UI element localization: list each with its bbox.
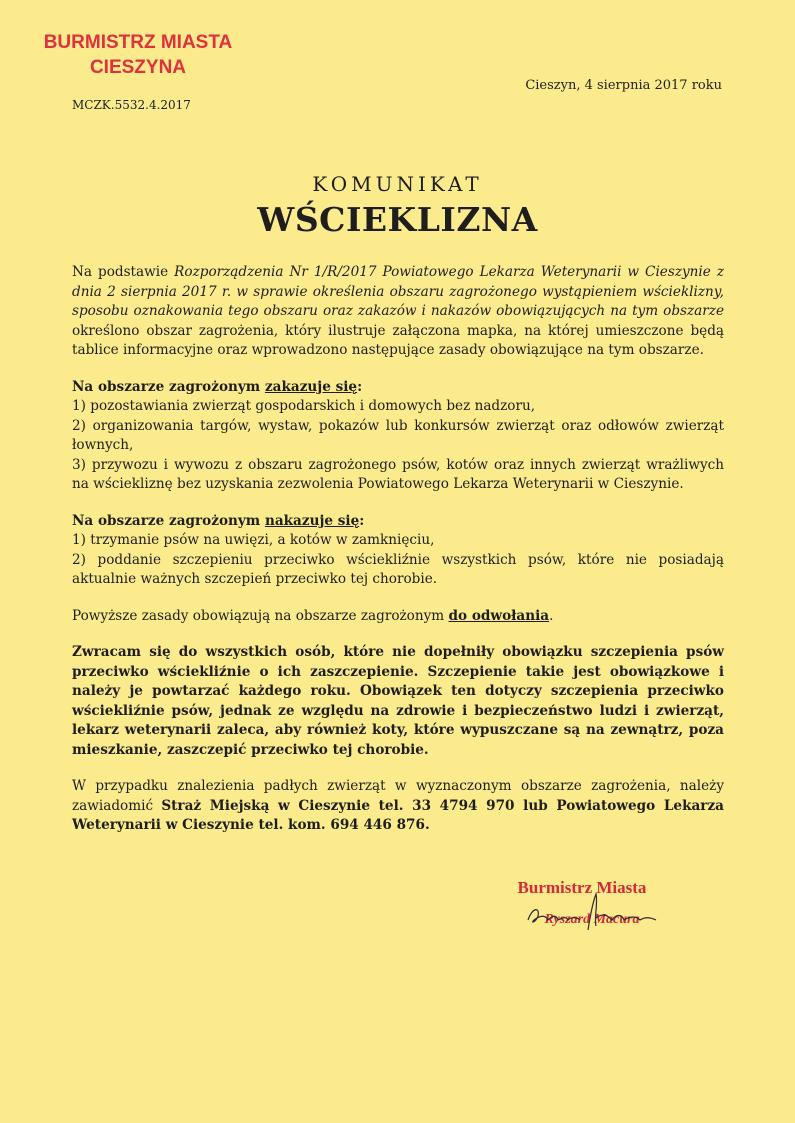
signature-title: Burmistrz Miasta (517, 878, 647, 897)
signature-name: Ryszard Macura (544, 912, 640, 927)
document-kind: KOMUNIKAT (312, 172, 483, 196)
order-item-1: 1) trzymanie psów na uwięzi, a kotów w zamknięciu, (72, 532, 435, 548)
prohibitions-prefix: Na obszarze zagrożonym (72, 378, 265, 395)
notice-text: W przypadku znalezienia padłych zwierząt w wyznaczonym obszarze zagrożenia, należy zawiadomić (72, 778, 724, 814)
orders-suffix: : (359, 512, 365, 529)
handwritten-signature (520, 890, 670, 940)
validity-paragraph (72, 607, 724, 627)
validity-text: Powyższe zasady obowiązują na obszarze zagrożonym (72, 607, 449, 624)
regulation-reference: Rozporządzenia Nr 1/R/2017 Powiatowego Lekarza Weterynarii w Cieszynie z dnia 2 sierpnia 2017 r. w sprawie określenia obszaru zagrożonego wystąpieniem wścieklizny, sposobu oznakowania tego obszaru oraz zakazów i nakazów obowiązujących na tym obszarze (72, 264, 724, 319)
intro-lead: Na podstawie (72, 264, 175, 280)
notice-contacts: Straż Miejską w Cieszynie tel. 33 4794 970 lub Powiatowego Lekarza Weterynarii w Cieszynie tel. kom. 694 446 876. (72, 797, 724, 833)
orders-heading (72, 512, 724, 532)
document-body (72, 263, 724, 853)
validity-suffix: . (549, 607, 554, 624)
prohibitions-keyword: zakazuje się (264, 378, 358, 395)
orders-section (72, 512, 724, 590)
stamp-line-1: BURMISTRZ MIASTA (43, 32, 233, 53)
intro-rest: określono obszar zagrożenia, który ilustruje załączona mapka, na której umieszczone będą tablice informacyjne oraz wprowadzono następujące zasady obowiązujące na tym obszarze. (72, 322, 724, 358)
order-item-2: 2) poddanie szczepieniu przeciwko wściekliźnie wszystkich psów, które nie posiadają aktualnie ważnych szczepień przeciwko tej chorobie. (72, 551, 724, 587)
stamp-line-2: CIESZYNA (89, 57, 187, 78)
prohibitions-section (72, 378, 724, 495)
vaccination-appeal: Zwracam się do wszystkich osób, które nie dopełniły obowiązku szczepienia psów przeciwko wściekliźnie o ich zaszczepienie. Szczepienie takie jest obowiązkowe i należy je powtarzać każdego roku. Obowiązek ten dotyczy szczepienia przeciwko wściekliźnie psów, jednak ze względu na zdrowie i bezpieczeństwo ludzi i zwierząt, lekarz weterynarii zaleca, aby również koty, które wypuszczane są na zewnątrz, poza mieszkanie, zaszczepić przeciwko tej chorobie. (72, 644, 724, 758)
orders-keyword: nakazuje się (264, 512, 360, 529)
prohibitions-heading (72, 378, 724, 398)
reference-number: MCZK.5532.4.2017 (72, 98, 191, 112)
document-topic: WŚCIEKLIZNA (257, 200, 538, 239)
intro-paragraph (72, 263, 724, 361)
orders-prefix: Na obszarze zagrożonym (72, 512, 265, 529)
prohibition-item-3: 3) przywozu i wywozu z obszaru zagrożonego psów, kotów oraz innych zwierząt wrażliwych na wściekliznę bez uzyskania zezwolenia Powiatowego Lekarza Weterynarii w Cieszynie. (72, 456, 724, 492)
office-stamp-header (30, 30, 246, 80)
validity-keyword: do odwołania (448, 607, 550, 624)
prohibition-item-2: 2) organizowania targów, wystaw, pokazów lub konkursów zwierząt oraz odłowów zwierząt łownych, (72, 417, 724, 453)
prohibition-item-1: 1) pozostawiania zwierząt gospodarskich i domowych bez nadzoru, (72, 398, 536, 414)
place-and-date: Cieszyn, 4 sierpnia 2017 roku (525, 78, 722, 93)
dead-animals-notice (72, 777, 724, 836)
prohibitions-suffix: : (357, 378, 363, 395)
